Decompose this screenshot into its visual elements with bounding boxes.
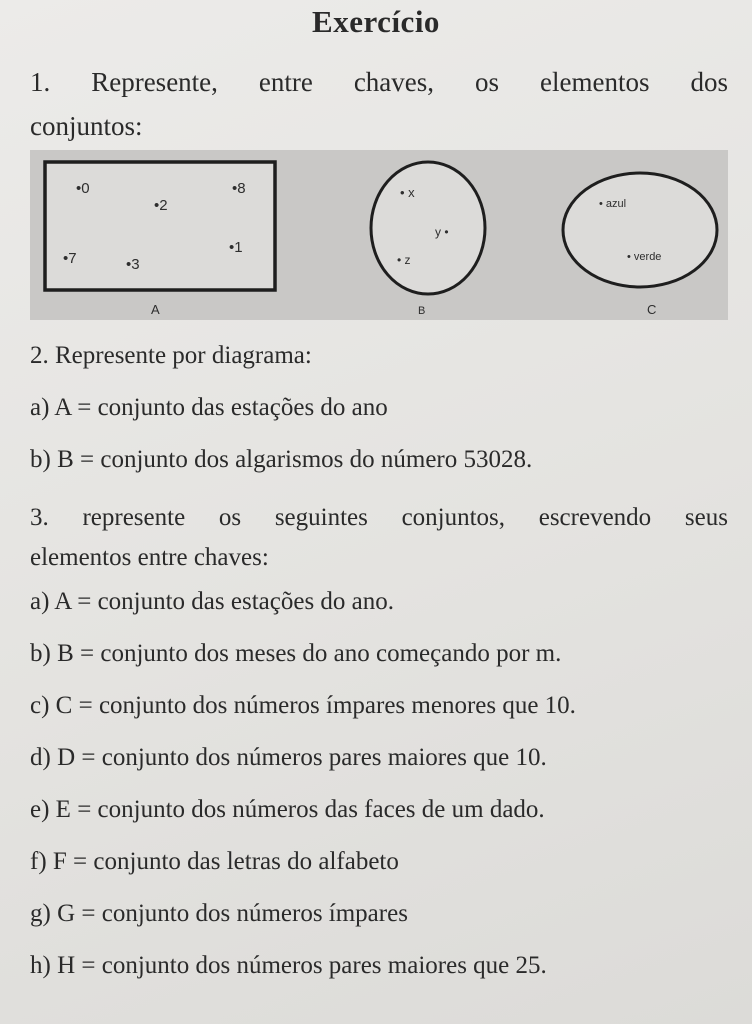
set-a-element: •1 (229, 239, 243, 256)
set-b-element: y • (435, 225, 449, 239)
q1-word: os (475, 67, 500, 97)
question-3-item: d) D = conjunto dos números pares maiores que 10. (30, 744, 547, 771)
set-a-element: •8 (232, 180, 246, 197)
question-3-line-2: elementos entre chaves: (30, 544, 269, 571)
q1-word: chaves, (353, 67, 435, 97)
set-c-label: C (647, 302, 657, 317)
q3-word: represente (82, 504, 186, 531)
set-b-circle (371, 162, 485, 294)
q1-word: entre (258, 67, 313, 97)
question-3-item: g) G = conjunto dos números ímpares (30, 900, 408, 927)
sets-figure (30, 150, 728, 320)
q1-word: dos (690, 67, 728, 97)
question-3-item: h) H = conjunto dos números pares maiores que 25. (30, 952, 547, 979)
set-c-element: • azul (599, 198, 627, 210)
q3-word: seguintes (274, 504, 368, 531)
q3-word: conjuntos, (401, 504, 506, 531)
question-3-item: e) E = conjunto dos números das faces de um dado. (30, 796, 545, 823)
q3-word: escrevendo (538, 504, 652, 531)
set-c-ellipse (563, 173, 717, 287)
question-3-item: c) C = conjunto dos números ímpares menores que 10. (30, 692, 576, 719)
question-3-item: a) A = conjunto das estações do ano. (30, 588, 395, 615)
set-a-element: •7 (63, 250, 77, 267)
question-3-item: b) B = conjunto dos meses do ano começando por m. (30, 640, 562, 667)
question-2-heading: 2. Represente por diagrama: (30, 342, 312, 369)
question-1 (30, 60, 728, 148)
set-a-element: •0 (76, 180, 90, 197)
q3-word: 3. (30, 504, 49, 531)
set-a-element: •2 (154, 197, 168, 214)
page-title: Exercício (312, 4, 440, 39)
set-c-element: • verde (627, 251, 662, 263)
question-3-heading (30, 498, 728, 578)
set-b-element: • x (400, 185, 415, 200)
sets-diagram (30, 150, 728, 320)
question-3-line-1 (30, 498, 728, 538)
question-1-line-1 (30, 60, 728, 104)
q1-word: Represente, (91, 67, 218, 97)
question-1-line-2: conjuntos: (30, 111, 143, 141)
question-2-item: b) B = conjunto dos algarismos do número 53028. (30, 446, 533, 473)
q1-word: elementos (540, 67, 650, 97)
set-b-element: • z (397, 253, 411, 267)
q1-word: 1. (30, 67, 51, 97)
q3-word: os (218, 504, 242, 531)
q3-word: seus (684, 504, 728, 531)
question-2-item: a) A = conjunto das estações do ano (30, 394, 388, 421)
question-3-item: f) F = conjunto das letras do alfabeto (30, 848, 399, 875)
set-b-label: B (418, 305, 426, 317)
set-a-element: •3 (126, 256, 140, 273)
set-a-label: A (151, 302, 160, 317)
